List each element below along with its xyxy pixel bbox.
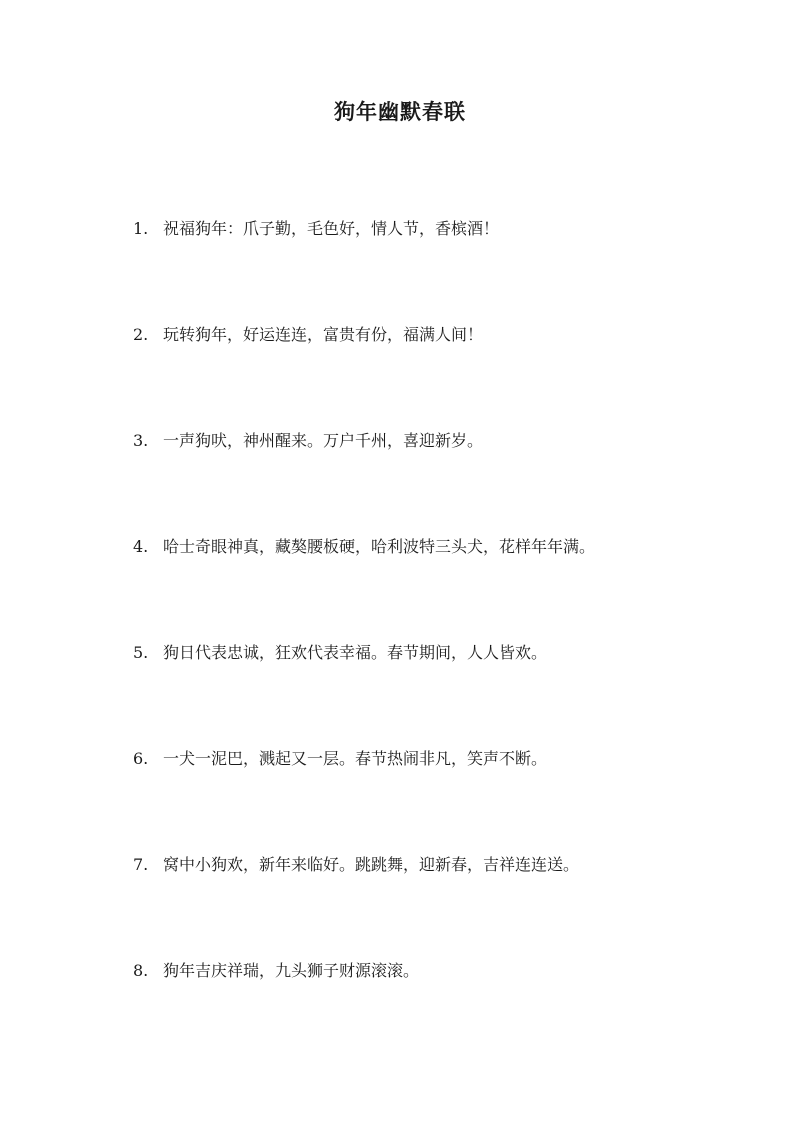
list-item	[133, 747, 595, 853]
item-text: 狗年吉庆祥瑞，九头狮子财源滚滚。	[163, 961, 420, 980]
list-item	[133, 641, 595, 747]
item-number: 5.	[133, 643, 149, 662]
list-item	[133, 323, 595, 429]
list-item	[133, 535, 595, 641]
item-number: 7.	[133, 855, 149, 874]
list-item	[133, 429, 595, 535]
item-number: 8.	[133, 961, 149, 980]
couplet-list	[133, 217, 595, 1065]
list-item	[133, 959, 595, 1065]
item-text: 窝中小狗欢，新年来临好。跳跳舞，迎新春，吉祥连连送。	[163, 855, 580, 874]
item-number: 1.	[133, 219, 149, 238]
list-item	[133, 217, 595, 323]
item-number: 3.	[133, 431, 149, 450]
item-text: 一声狗吠，神州醒来。万户千州，喜迎新岁。	[163, 431, 484, 450]
item-number: 2.	[133, 325, 149, 344]
item-number: 4.	[133, 537, 149, 556]
item-text: 哈士奇眼神真，藏獒腰板硬，哈利波特三头犬，花样年年满。	[163, 537, 596, 556]
item-text: 祝福狗年：爪子勤，毛色好，情人节，香槟酒！	[163, 219, 500, 238]
item-text: 狗日代表忠诚，狂欢代表幸福。春节期间，人人皆欢。	[163, 643, 548, 662]
item-text: 玩转狗年，好运连连，富贵有份，福满人间！	[163, 325, 484, 344]
item-text: 一犬一泥巴，溅起又一层。春节热闹非凡，笑声不断。	[163, 749, 548, 768]
item-number: 6.	[133, 749, 149, 768]
list-item	[133, 853, 595, 959]
document-title: 狗年幽默春联	[334, 99, 466, 124]
